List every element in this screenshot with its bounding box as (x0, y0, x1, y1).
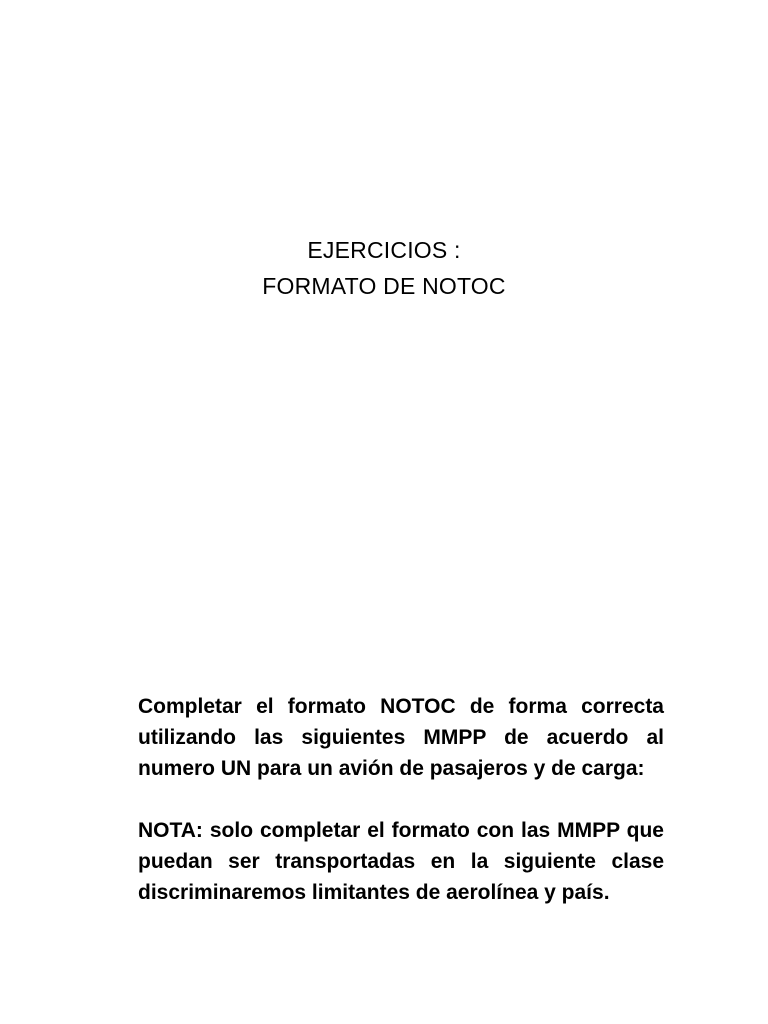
title-line-1: EJERCICIOS : (307, 237, 461, 263)
instructions-text (138, 691, 664, 908)
note-paragraph: NOTA: solo completar el formato con las MMPP que puedan ser transportadas en la siguiente clase discriminaremos limitantes de aerolínea y país. (138, 819, 664, 904)
page-title (0, 232, 768, 304)
title-line-2: FORMATO DE NOTOC (262, 273, 506, 299)
instruction-paragraph: Completar el formato NOTOC de forma correcta utilizando las siguientes MMPP de acuerdo al numero UN para un avión de pasajeros y de carga: (138, 695, 664, 780)
